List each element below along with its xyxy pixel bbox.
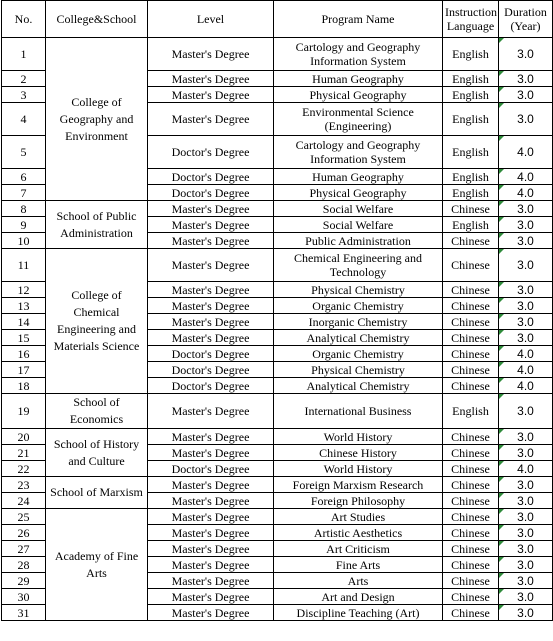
duration-years: 3.0 <box>499 233 553 249</box>
table-row <box>2 429 553 445</box>
instruction-language: Chinese <box>443 509 499 525</box>
degree-level: Doctor's Degree <box>148 169 274 185</box>
instruction-language: Chinese <box>443 573 499 589</box>
table-row <box>2 249 553 282</box>
duration-years: 3.0 <box>499 589 553 605</box>
instruction-language: English <box>443 394 499 429</box>
row-number: 22 <box>2 461 46 477</box>
program-name: Chinese History <box>274 445 443 461</box>
row-number: 25 <box>2 509 46 525</box>
program-name: Inorganic Chemistry <box>274 314 443 330</box>
duration-years: 4.0 <box>499 461 553 477</box>
degree-level: Master's Degree <box>148 314 274 330</box>
instruction-language: Chinese <box>443 346 499 362</box>
program-name: Fine Arts <box>274 557 443 573</box>
college-name: College of Chemical Engineering and Materials Science <box>46 249 148 394</box>
row-number: 3 <box>2 87 46 103</box>
program-name: Foreign Philosophy <box>274 493 443 509</box>
college-name: College of Geography and Environment <box>46 38 148 201</box>
row-number: 8 <box>2 201 46 217</box>
row-number: 6 <box>2 169 46 185</box>
row-number: 1 <box>2 38 46 71</box>
program-name: Organic Chemistry <box>274 346 443 362</box>
program-name: Cartology and Geography Information System <box>274 136 443 169</box>
program-name: Artistic Aesthetics <box>274 525 443 541</box>
table-header-row <box>2 1 553 38</box>
program-name: Foreign Marxism Research <box>274 477 443 493</box>
instruction-language: Chinese <box>443 477 499 493</box>
program-name: Analytical Chemistry <box>274 378 443 394</box>
degree-level: Master's Degree <box>148 509 274 525</box>
instruction-language: Chinese <box>443 461 499 477</box>
table-row <box>2 394 553 429</box>
row-number: 11 <box>2 249 46 282</box>
degree-level: Master's Degree <box>148 493 274 509</box>
instruction-language: Chinese <box>443 201 499 217</box>
degree-level: Doctor's Degree <box>148 185 274 201</box>
program-name: International Business <box>274 394 443 429</box>
college-name: School of Public Administration <box>46 201 148 249</box>
instruction-language: Chinese <box>443 362 499 378</box>
row-number: 9 <box>2 217 46 233</box>
program-name: Art Criticism <box>274 541 443 557</box>
row-number: 10 <box>2 233 46 249</box>
college-name: Academy of Fine Arts <box>46 509 148 621</box>
instruction-language: English <box>443 103 499 136</box>
program-name: Environmental Science (Engineering) <box>274 103 443 136</box>
table-body <box>2 38 553 621</box>
row-number: 21 <box>2 445 46 461</box>
instruction-language: English <box>443 217 499 233</box>
row-number: 23 <box>2 477 46 493</box>
degree-level: Master's Degree <box>148 71 274 87</box>
duration-years: 4.0 <box>499 169 553 185</box>
program-name: Public Administration <box>274 233 443 249</box>
degree-level: Master's Degree <box>148 103 274 136</box>
degree-level: Doctor's Degree <box>148 378 274 394</box>
duration-years: 3.0 <box>499 71 553 87</box>
degree-level: Master's Degree <box>148 201 274 217</box>
header-no: No. <box>2 1 46 38</box>
program-name: Cartology and Geography Information System <box>274 38 443 71</box>
row-number: 27 <box>2 541 46 557</box>
degree-level: Master's Degree <box>148 394 274 429</box>
degree-level: Master's Degree <box>148 541 274 557</box>
degree-level: Master's Degree <box>148 525 274 541</box>
row-number: 20 <box>2 429 46 445</box>
header-language: Instruction Language <box>443 1 499 38</box>
degree-level: Master's Degree <box>148 330 274 346</box>
degree-level: Master's Degree <box>148 445 274 461</box>
college-name: School of Economics <box>46 394 148 429</box>
duration-years: 3.0 <box>499 330 553 346</box>
duration-years: 4.0 <box>499 136 553 169</box>
degree-level: Doctor's Degree <box>148 346 274 362</box>
program-name: World History <box>274 429 443 445</box>
program-name: Organic Chemistry <box>274 298 443 314</box>
duration-years: 3.0 <box>499 87 553 103</box>
header-level: Level <box>148 1 274 38</box>
duration-years: 3.0 <box>499 394 553 429</box>
degree-level: Doctor's Degree <box>148 362 274 378</box>
instruction-language: Chinese <box>443 378 499 394</box>
program-name: Physical Chemistry <box>274 282 443 298</box>
duration-years: 4.0 <box>499 185 553 201</box>
degree-level: Master's Degree <box>148 233 274 249</box>
header-college: College&School <box>46 1 148 38</box>
table-row <box>2 477 553 493</box>
program-name: Physical Chemistry <box>274 362 443 378</box>
program-name: Human Geography <box>274 169 443 185</box>
duration-years: 3.0 <box>499 298 553 314</box>
duration-years: 4.0 <box>499 362 553 378</box>
duration-years: 3.0 <box>499 493 553 509</box>
program-name: Social Welfare <box>274 217 443 233</box>
program-name: World History <box>274 461 443 477</box>
duration-years: 3.0 <box>499 201 553 217</box>
college-name: School of Marxism <box>46 477 148 509</box>
degree-level: Master's Degree <box>148 38 274 71</box>
instruction-language: English <box>443 38 499 71</box>
duration-years: 3.0 <box>499 282 553 298</box>
duration-years: 3.0 <box>499 509 553 525</box>
instruction-language: English <box>443 169 499 185</box>
degree-level: Master's Degree <box>148 557 274 573</box>
instruction-language: English <box>443 87 499 103</box>
instruction-language: Chinese <box>443 298 499 314</box>
row-number: 19 <box>2 394 46 429</box>
degree-level: Master's Degree <box>148 217 274 233</box>
instruction-language: Chinese <box>443 493 499 509</box>
instruction-language: English <box>443 136 499 169</box>
row-number: 13 <box>2 298 46 314</box>
instruction-language: Chinese <box>443 429 499 445</box>
degree-level: Master's Degree <box>148 298 274 314</box>
duration-years: 3.0 <box>499 249 553 282</box>
degree-level: Master's Degree <box>148 249 274 282</box>
instruction-language: Chinese <box>443 605 499 621</box>
row-number: 24 <box>2 493 46 509</box>
degree-level: Master's Degree <box>148 589 274 605</box>
instruction-language: Chinese <box>443 557 499 573</box>
row-number: 16 <box>2 346 46 362</box>
degree-level: Master's Degree <box>148 282 274 298</box>
degree-level: Master's Degree <box>148 87 274 103</box>
table-row <box>2 38 553 71</box>
row-number: 14 <box>2 314 46 330</box>
program-name: Art Studies <box>274 509 443 525</box>
row-number: 26 <box>2 525 46 541</box>
duration-years: 3.0 <box>499 103 553 136</box>
row-number: 18 <box>2 378 46 394</box>
program-name: Art and Design <box>274 589 443 605</box>
program-name: Discipline Teaching (Art) <box>274 605 443 621</box>
degree-level: Master's Degree <box>148 429 274 445</box>
row-number: 31 <box>2 605 46 621</box>
duration-years: 3.0 <box>499 314 553 330</box>
duration-years: 3.0 <box>499 477 553 493</box>
row-number: 7 <box>2 185 46 201</box>
table-row <box>2 509 553 525</box>
row-number: 15 <box>2 330 46 346</box>
degree-level: Master's Degree <box>148 573 274 589</box>
duration-years: 3.0 <box>499 38 553 71</box>
program-name: Analytical Chemistry <box>274 330 443 346</box>
instruction-language: Chinese <box>443 525 499 541</box>
degree-level: Doctor's Degree <box>148 136 274 169</box>
program-name: Chemical Engineering and Technology <box>274 249 443 282</box>
program-name: Physical Geography <box>274 87 443 103</box>
instruction-language: Chinese <box>443 249 499 282</box>
duration-years: 3.0 <box>499 445 553 461</box>
row-number: 5 <box>2 136 46 169</box>
instruction-language: Chinese <box>443 282 499 298</box>
program-name: Physical Geography <box>274 185 443 201</box>
programs-table <box>1 0 553 621</box>
program-name: Human Geography <box>274 71 443 87</box>
degree-level: Doctor's Degree <box>148 461 274 477</box>
instruction-language: Chinese <box>443 233 499 249</box>
instruction-language: Chinese <box>443 314 499 330</box>
instruction-language: English <box>443 71 499 87</box>
row-number: 12 <box>2 282 46 298</box>
duration-years: 3.0 <box>499 573 553 589</box>
instruction-language: English <box>443 185 499 201</box>
instruction-language: Chinese <box>443 445 499 461</box>
row-number: 28 <box>2 557 46 573</box>
duration-years: 3.0 <box>499 541 553 557</box>
duration-years: 4.0 <box>499 378 553 394</box>
degree-level: Master's Degree <box>148 605 274 621</box>
program-name: Social Welfare <box>274 201 443 217</box>
table-row <box>2 201 553 217</box>
row-number: 4 <box>2 103 46 136</box>
instruction-language: Chinese <box>443 589 499 605</box>
degree-level: Master's Degree <box>148 477 274 493</box>
row-number: 30 <box>2 589 46 605</box>
instruction-language: Chinese <box>443 330 499 346</box>
header-program: Program Name <box>274 1 443 38</box>
duration-years: 3.0 <box>499 605 553 621</box>
college-name: School of History and Culture <box>46 429 148 477</box>
duration-years: 3.0 <box>499 525 553 541</box>
duration-years: 3.0 <box>499 217 553 233</box>
header-duration: Duration (Year) <box>499 1 553 38</box>
row-number: 17 <box>2 362 46 378</box>
duration-years: 3.0 <box>499 557 553 573</box>
duration-years: 3.0 <box>499 429 553 445</box>
row-number: 29 <box>2 573 46 589</box>
row-number: 2 <box>2 71 46 87</box>
instruction-language: Chinese <box>443 541 499 557</box>
program-name: Arts <box>274 573 443 589</box>
duration-years: 4.0 <box>499 346 553 362</box>
